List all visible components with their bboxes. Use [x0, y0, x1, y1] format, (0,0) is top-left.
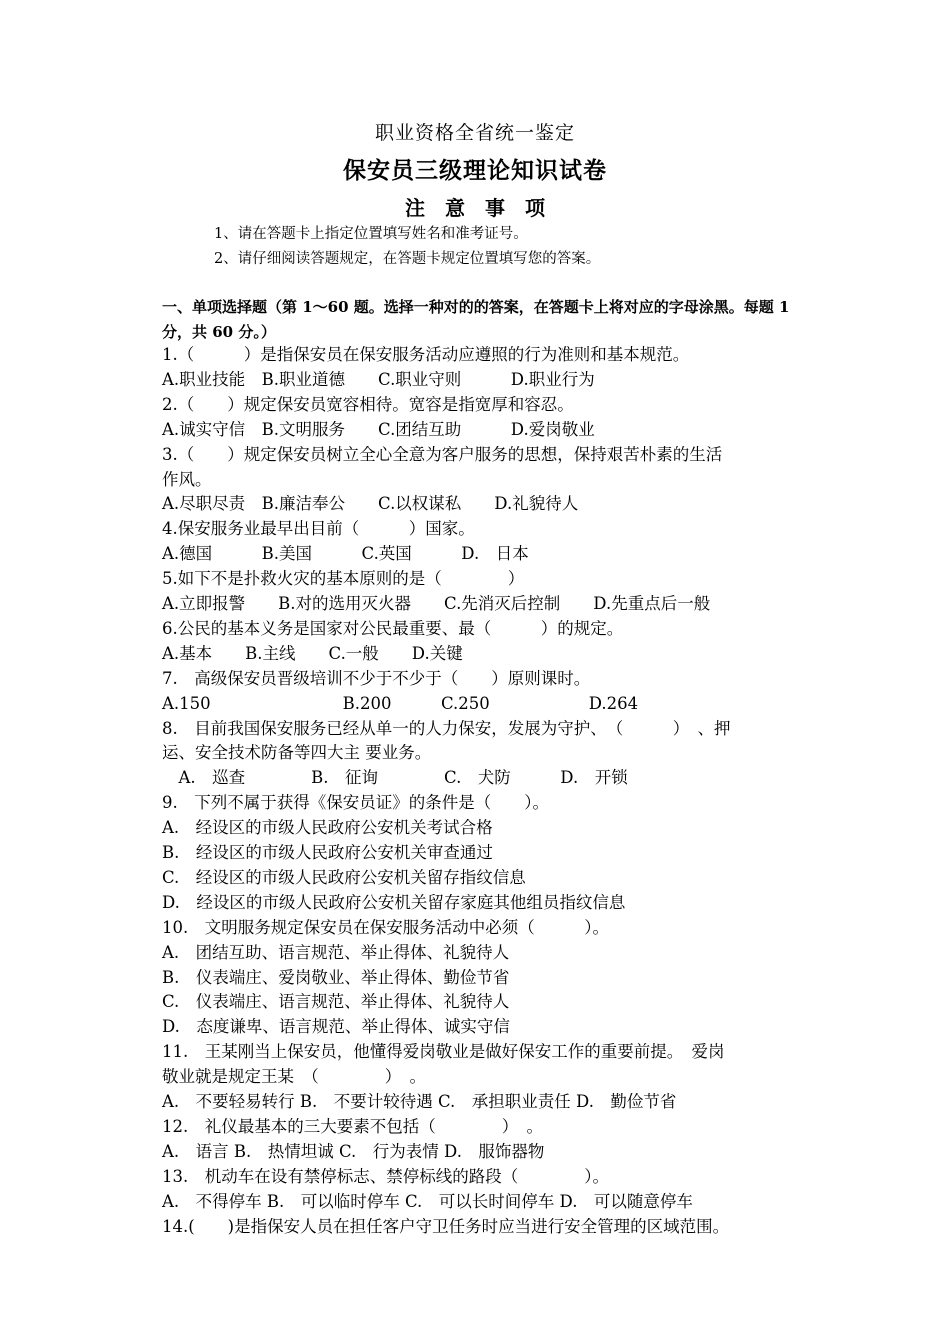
question-line: A.诚实守信 B.文明服务 C.团结互助 D.爱岗敬业 — [162, 419, 595, 439]
question-line: A.基本 B.主线 C.一般 D.关键 — [162, 643, 463, 663]
question-line: D. 态度谦卑、语言规范、举止得体、诚实守信 — [162, 1017, 510, 1037]
question-line: A. 经设区的市级人民政府公安机关考试合格 — [162, 818, 493, 838]
question-line: 6.公民的基本义务是国家对公民最重要、最（ ）的规定。 — [162, 618, 624, 638]
question-line: 1.（ ）是指保安员在保安服务活动应遵照的行为准则和基本规范。 — [162, 345, 690, 364]
question-line: A.150 B.200 C.250 D.264 — [162, 693, 639, 713]
exam-title: 保安员三级理论知识试卷 — [343, 158, 607, 184]
question-line: 作风。 — [162, 469, 212, 489]
question-line: 14.( )是指保安人员在担任客户守卫任务时应当进行安全管理的区域范围。 — [162, 1216, 730, 1236]
question-line: 13. 机动车在设有禁停标志、禁停标线的路段（ ）。 — [162, 1166, 609, 1186]
question-line: D. 经设区的市级人民政府公安机关留存家庭其他组员指纹信息 — [162, 892, 626, 912]
question-line: 10. 文明服务规定保安员在保安服务活动中必须（ ）。 — [162, 917, 609, 937]
question-line: A. 语言 B. 热情坦诚 C. 行为表情 D. 服饰器物 — [162, 1141, 545, 1161]
question-line: 敬业就是规定王某 （ ） 。 — [162, 1067, 426, 1087]
question-line: 2.（ ）规定保安员宽容相待。宽容是指宽厚和容忍。 — [162, 394, 574, 414]
question-line: A.职业技能 B.职业道德 C.职业守则 D.职业行为 — [162, 369, 595, 389]
question-line: A. 不要轻易转行 B. 不要计较待遇 C. 承担职业责任 D. 勤俭节省 — [162, 1092, 677, 1111]
section-heading: 一、单项选择题（第 1～60 题。选择一种对的的答案，在答题卡上将对应的字母涂黑。每题 1 分，共 60 分。） — [162, 298, 790, 341]
question-line: 8. 目前我国保安服务已经从单一的人力保安，发展为守护、 （ ） 、押 — [162, 718, 731, 738]
notice-item-1: 1、请在答题卡上指定位置填写姓名和准考证号。 — [214, 226, 528, 242]
question-line: 12. 礼仪最基本的三大要素不包括（ ） 。 — [162, 1116, 543, 1136]
question-line: B. 经设区的市级人民政府公安机关审查通过 — [162, 843, 493, 862]
question-line: 4.保安服务业最早出目前（ ）国家。 — [162, 519, 475, 539]
question-line: 7. 高级保安员晋级培训不少于不少于（ ）原则课时。 — [162, 668, 591, 688]
question-line: A. 团结互助、语言规范、举止得体、礼貌待人 — [162, 942, 510, 962]
notice-heading: 注 意 事 项 — [405, 196, 545, 220]
question-line: A. 不得停车 B. 可以临时停车 C. 可以长时间停车 D. 可以随意停车 — [162, 1191, 693, 1211]
question-line: 9. 下列不属于获得《保安员证》的条件是（ ）。 — [162, 793, 549, 813]
question-line: 11. 王某刚当上保安员，他懂得爱岗敬业是做好保安工作的重要前提。 爱岗 — [162, 1042, 725, 1062]
question-line: 运、安全技术防备等四大主 要业务。 — [162, 743, 432, 763]
question-line: A.德国 B.美国 C.英国 D. 日本 — [162, 544, 529, 564]
notice-item-2: 2、请仔细阅读答题规定，在答题卡规定位置填写您的答案。 — [214, 251, 601, 267]
question-line: C. 经设区的市级人民政府公安机关留存指纹信息 — [162, 867, 526, 887]
question-line: A.尽职尽责 B.廉洁奉公 C.以权谋私 D.礼貌待人 — [162, 494, 579, 514]
question-line: 5.如下不是扑救火灾的基本原则的是（ ） — [162, 569, 525, 589]
question-line: C. 仪表端庄、语言规范、举止得体、礼貌待人 — [162, 992, 510, 1012]
question-line: A. 巡查 B. 征询 C. 犬防 D. 开锁 — [162, 768, 628, 788]
question-line: A.立即报警 B.对的选用灭火器 C.先消灭后控制 D.先重点后一般 — [162, 594, 711, 613]
question-line: B. 仪表端庄、爱岗敬业、举止得体、勤俭节省 — [162, 967, 510, 987]
question-line: 3.（ ）规定保安员树立全心全意为客户服务的思想，保持艰苦朴素的生活 — [162, 444, 723, 464]
exam-sup-title: 职业资格全省统一鉴定 — [374, 122, 575, 144]
